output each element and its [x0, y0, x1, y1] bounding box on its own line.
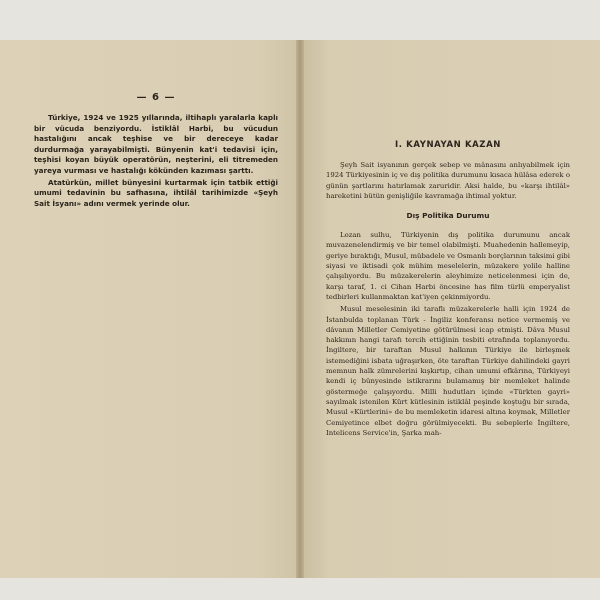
right-paragraph-1: Lozan sulhu, Türkiyenin dış politika durumunu ancak muvazenelendirmiş ve bir temel olabilmişti. Muahedenin hallemeyip, geriye bıraktığı, Musul, mübadele ve Osmanlı borçlarının taksimi gibi siyasi ve iktisadi çok mühim meselelerin, müzakere yolile halline çalışılıyordu. Bu müzakerelerin aleyhimize neticelenmesi için de, karşı taraf, 1. ci Cihan Harbi öncesine has film türlü emperyalist tedbirleri kullanmaktan kat'iyen çekinmiyordu.	[326, 231, 570, 301]
left-page-text	[34, 113, 278, 209]
chapter-title: I. KAYNAYAN KAZAN	[395, 140, 501, 150]
book-gutter	[296, 40, 304, 578]
left-page	[0, 40, 300, 578]
right-page-text	[326, 230, 570, 438]
right-page	[300, 40, 600, 578]
right-page-intro	[326, 160, 570, 201]
left-paragraph-2: Atatürkün, millet bünyesini kurtarmak için tatbik ettiği umumi tedavinin bu safhasına, ihtilâl tarihimizde «Şeyh Sait İsyanı» adını vermek yerinde olur.	[34, 177, 278, 208]
intro-paragraph: Şeyh Sait isyanının gerçek sebep ve mânasını anlıyabilmek için 1924 Türkiyesinin iç ve dış politika durumunu kısaca hülâsa ederek o günün şartlarını hatırlamak zaruridir. Aksi halde, bu «karşı ihtilâl» hareketini bütün genişliğile kavramağa ihtimal yoktur.	[326, 161, 570, 200]
page-number: — 6 —	[136, 92, 176, 103]
left-paragraph-1: Türkiye, 1924 ve 1925 yıllarında, iltihaplı yaralarla kaplı bir vücuda benziyordu. İstiklâl Harbi, bu vücudun hastalığını ancak teşhise ve bir dereceye kadar durdurmağa yarayabilmişti. Bünyenin kat'i tedavisi için, teşhisi koyan büyük operatörün, neşterini, eli titremeden yareya vurması ve hastalığı kökünden kazıması şarttı.	[34, 113, 278, 175]
open-book	[0, 40, 600, 578]
section-title: Dış Politika Durumu	[406, 211, 490, 221]
right-paragraph-2: Musul meselesinin iki taraflı müzakerelerle halli için 1924 de İstanbulda toplanan Türk - İngiliz konferansı netice vermemiş ve dâvanın Milletler Cemiyetine götürülmesi icap etmişti. Dâva Musul hakkının hangi tarafı tercih ettiğinin tesbiti etrafında toplanıyordu. İngiltere, bir taraftan Musul halkının Türkiye ile birleşmek istemediğini isbata uğraşırken, öte taraftan Türkiye dahilindeki gayri memnun halk zümrelerini kışkırtıp, cihan umumi efkârına, Türkiyeyi kendi iç bünyesinde istikrarını bulamamış bir memleket halinde göstermeğe çalışıyordu. Milli hudutları içinde «Türkten gayri» sayılmak istenilen Kürt kütlesinin istiklâl peşinde koştuğu bir sırada, Musul «Kürtlerini» de bu memleketin idaresi altına koymak, Milletler Cemiyetince elbet doğru görülmiyecekti. Bu sebeplerle İngiltere, Intelicens Service'in, Şarka mah-	[326, 305, 570, 437]
